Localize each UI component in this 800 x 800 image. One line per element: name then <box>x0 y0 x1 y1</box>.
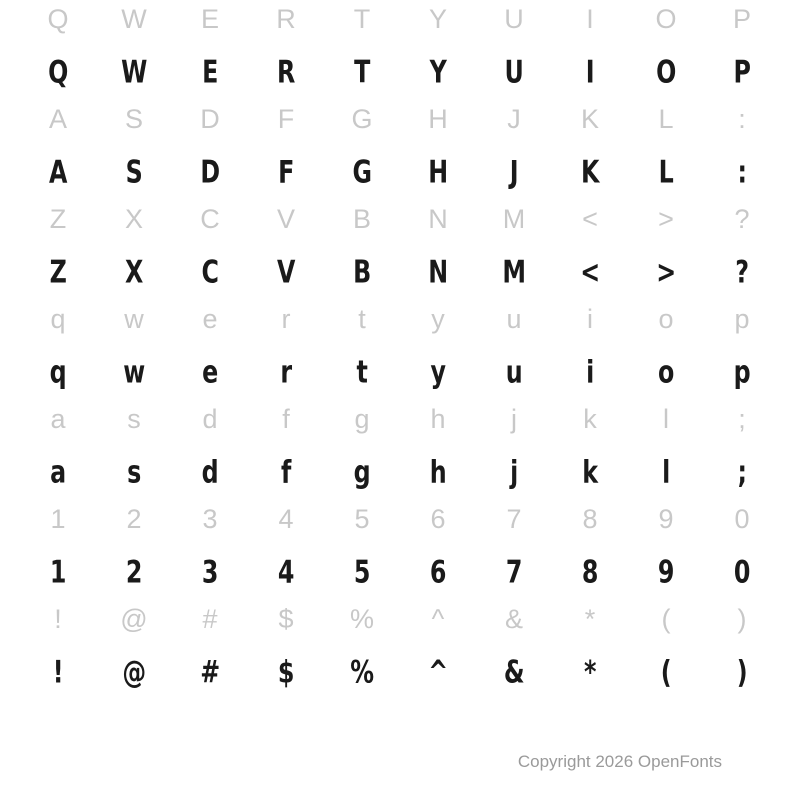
reference-glyph: > <box>658 204 674 234</box>
sample-glyph: E <box>202 53 218 90</box>
sample-glyph: > <box>656 253 676 290</box>
sample-glyph: < <box>580 253 600 290</box>
sample-glyph: 0 <box>733 553 751 590</box>
sample-glyph: 2 <box>125 553 143 590</box>
sample-glyph: e <box>202 353 218 390</box>
sample-glyph: 3 <box>201 553 219 590</box>
sample-glyph-row <box>20 553 780 606</box>
reference-glyph: g <box>354 404 370 434</box>
reference-glyph-row <box>20 306 780 358</box>
sample-glyph: I <box>585 53 595 90</box>
sample-glyph: N <box>428 253 448 290</box>
reference-glyph: H <box>428 104 448 134</box>
reference-glyph-row <box>20 6 780 58</box>
reference-glyph: 4 <box>278 504 294 534</box>
reference-glyph: V <box>276 204 295 234</box>
sample-glyph: t <box>356 353 368 390</box>
sample-glyph: q <box>49 353 67 390</box>
reference-glyph: T <box>353 4 371 34</box>
reference-glyph: M <box>502 204 526 234</box>
reference-glyph: J <box>507 104 521 134</box>
sample-glyph: O <box>656 53 676 90</box>
sample-glyph: C <box>201 253 219 290</box>
sample-glyph: ( <box>660 653 672 690</box>
reference-glyph: l <box>663 404 669 434</box>
sample-glyph: G <box>352 153 372 190</box>
sample-glyph: i <box>586 353 594 390</box>
reference-glyph: 6 <box>430 504 446 534</box>
sample-glyph: ) <box>736 653 748 690</box>
reference-glyph: Z <box>49 204 67 234</box>
reference-glyph: p <box>734 304 750 334</box>
sample-glyph-row <box>20 253 780 306</box>
reference-glyph: P <box>732 4 751 34</box>
reference-glyph: < <box>582 204 598 234</box>
sample-glyph: W <box>121 53 147 90</box>
sample-glyph: r <box>280 353 292 390</box>
reference-glyph: q <box>50 304 66 334</box>
sample-glyph-row <box>20 53 780 106</box>
sample-glyph: ; <box>737 453 747 490</box>
reference-glyph-row <box>20 206 780 258</box>
reference-glyph-row <box>20 506 780 558</box>
reference-glyph: a <box>50 404 66 434</box>
sample-glyph: M <box>502 253 526 290</box>
sample-glyph: & <box>503 653 525 690</box>
reference-glyph: N <box>428 204 448 234</box>
sample-glyph-row <box>20 353 780 406</box>
reference-glyph: 5 <box>354 504 370 534</box>
reference-glyph: R <box>276 4 296 34</box>
sample-glyph: J <box>509 153 519 190</box>
reference-glyph: E <box>200 4 219 34</box>
sample-glyph: X <box>125 253 143 290</box>
sample-glyph: P <box>733 53 751 90</box>
reference-glyph: ! <box>54 604 62 634</box>
sample-glyph: R <box>277 53 295 90</box>
sample-glyph: Q <box>48 53 68 90</box>
reference-glyph: Y <box>428 4 447 34</box>
reference-glyph-row <box>20 106 780 158</box>
sample-glyph: : <box>737 153 747 190</box>
sample-glyph: 9 <box>657 553 675 590</box>
reference-glyph: e <box>202 304 218 334</box>
reference-glyph: i <box>587 304 593 334</box>
sample-glyph: Z <box>49 253 67 290</box>
reference-glyph: U <box>504 4 524 34</box>
sample-glyph: a <box>50 453 66 490</box>
sample-glyph: s <box>127 453 141 490</box>
sample-glyph: 5 <box>353 553 371 590</box>
reference-glyph: $ <box>278 604 294 634</box>
reference-glyph: k <box>583 404 597 434</box>
sample-glyph: T <box>354 53 370 90</box>
reference-glyph: 7 <box>506 504 522 534</box>
reference-glyph: I <box>586 4 594 34</box>
reference-glyph: B <box>352 204 371 234</box>
sample-glyph: * <box>583 653 597 690</box>
sample-glyph: 8 <box>581 553 599 590</box>
sample-glyph: ! <box>52 653 64 690</box>
sample-glyph: # <box>200 653 220 690</box>
reference-glyph: : <box>738 104 746 134</box>
sample-glyph: j <box>510 453 518 490</box>
reference-glyph: t <box>358 304 366 334</box>
reference-glyph: L <box>658 104 674 134</box>
reference-glyph: # <box>202 604 218 634</box>
reference-glyph: 8 <box>582 504 598 534</box>
sample-glyph: ? <box>735 253 749 290</box>
sample-glyph: d <box>201 453 219 490</box>
reference-glyph-row <box>20 606 780 658</box>
sample-glyph: H <box>428 153 448 190</box>
sample-glyph: p <box>733 353 751 390</box>
reference-glyph: r <box>281 304 291 334</box>
reference-glyph: 3 <box>202 504 218 534</box>
sample-glyph: $ <box>277 653 295 690</box>
reference-glyph: % <box>349 604 374 634</box>
sample-glyph: f <box>281 453 291 490</box>
sample-glyph: @ <box>122 653 146 690</box>
reference-glyph-row <box>20 406 780 458</box>
reference-glyph: O <box>655 4 677 34</box>
sample-glyph: o <box>658 353 674 390</box>
reference-glyph: w <box>124 304 144 334</box>
reference-glyph: 1 <box>50 504 66 534</box>
reference-glyph: D <box>200 104 220 134</box>
reference-glyph: C <box>200 204 220 234</box>
reference-glyph: y <box>431 304 445 334</box>
reference-glyph: ( <box>661 604 671 634</box>
sample-glyph: U <box>504 53 524 90</box>
reference-glyph: F <box>277 104 295 134</box>
sample-glyph: h <box>429 453 447 490</box>
sample-glyph: 7 <box>505 553 523 590</box>
reference-glyph: S <box>124 104 143 134</box>
sample-glyph: u <box>505 353 523 390</box>
reference-glyph: Q <box>47 4 69 34</box>
sample-glyph: w <box>123 353 145 390</box>
reference-glyph: X <box>124 204 143 234</box>
reference-glyph: f <box>282 404 290 434</box>
reference-glyph: W <box>121 4 147 34</box>
reference-glyph: A <box>48 104 67 134</box>
sample-glyph-row <box>20 653 780 706</box>
reference-glyph: 2 <box>126 504 142 534</box>
reference-glyph: G <box>351 104 373 134</box>
reference-glyph: @ <box>120 604 148 634</box>
sample-glyph-row <box>20 453 780 506</box>
sample-glyph: l <box>662 453 670 490</box>
reference-glyph: K <box>580 104 599 134</box>
reference-glyph: & <box>504 604 523 634</box>
sample-glyph: 4 <box>277 553 295 590</box>
reference-glyph: s <box>127 404 141 434</box>
sample-glyph: % <box>350 653 374 690</box>
sample-glyph: K <box>580 153 600 190</box>
reference-glyph: ) <box>737 604 747 634</box>
reference-glyph: u <box>506 304 522 334</box>
sample-glyph: B <box>353 253 371 290</box>
reference-glyph: o <box>658 304 674 334</box>
reference-glyph: j <box>511 404 517 434</box>
sample-glyph: L <box>658 153 674 190</box>
reference-glyph: d <box>202 404 218 434</box>
glyph-rows-container <box>0 6 800 706</box>
reference-glyph: 0 <box>734 504 750 534</box>
sample-glyph: A <box>48 153 67 190</box>
sample-glyph: k <box>582 453 598 490</box>
sample-glyph: V <box>276 253 295 290</box>
sample-glyph-row <box>20 153 780 206</box>
sample-glyph: g <box>353 453 371 490</box>
copyright-notice: Copyright 2026 OpenFonts <box>517 752 722 771</box>
sample-glyph: 6 <box>429 553 447 590</box>
sample-glyph: F <box>278 153 294 190</box>
sample-glyph: 1 <box>49 553 67 590</box>
reference-glyph: ; <box>738 404 746 434</box>
sample-glyph: y <box>430 353 446 390</box>
reference-glyph: h <box>430 404 446 434</box>
reference-glyph: * <box>584 604 596 634</box>
sample-glyph: Y <box>429 53 447 90</box>
reference-glyph: 9 <box>658 504 674 534</box>
sample-glyph: S <box>125 153 143 190</box>
sample-glyph: D <box>200 153 220 190</box>
sample-glyph: ^ <box>428 653 448 690</box>
reference-glyph: ^ <box>431 604 445 634</box>
reference-glyph: ? <box>734 204 750 234</box>
